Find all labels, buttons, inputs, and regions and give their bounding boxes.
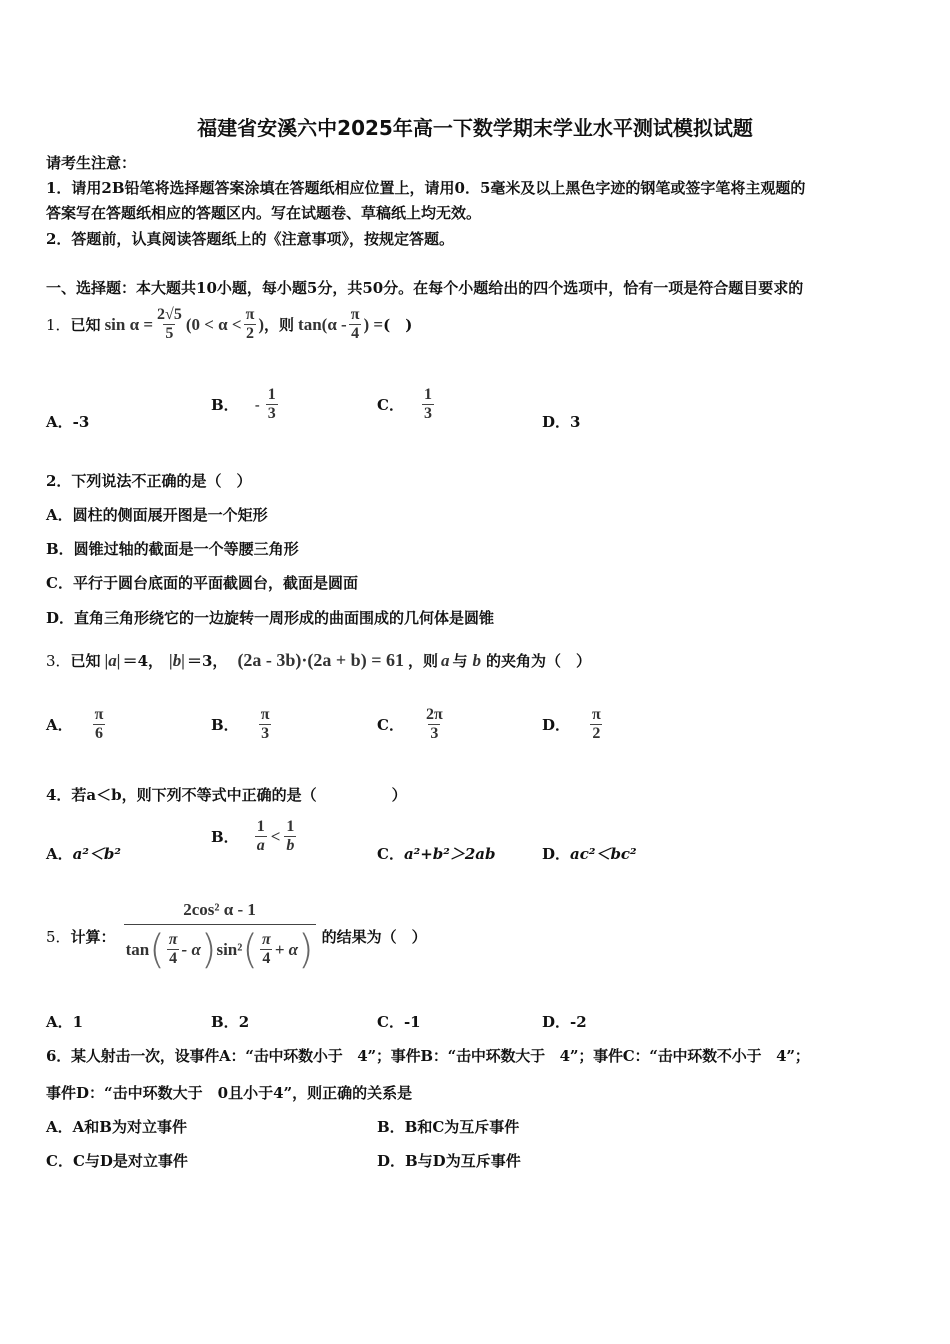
q3-option-d[interactable]: D． $\frac{\pi}{2}$ bbox=[542, 706, 601, 743]
q6-stem-line1: 6．某人射击一次，设事件A：“击中环数小于 4”；事件B：“击中环数大于 4”；事件C：“击中环数不小于 4”； bbox=[46, 1047, 810, 1065]
question-5 bbox=[46, 900, 427, 973]
page-title: 福建省安溪六中2025年高一下数学期末学业水平测试模拟试题 bbox=[197, 116, 753, 140]
q3-option-c[interactable]: C． $\frac{2\pi}{3}$ bbox=[377, 706, 443, 743]
q5-fraction: 2cos² α - 1 tan ( $\frac{\pi}{4}$ - α ) sin² ( $\frac{\pi}{4}$ + α ) bbox=[125, 900, 314, 973]
q1-condition: (0 < α < bbox=[185, 314, 242, 334]
q4-option-a[interactable]: A．a²＜b² bbox=[46, 845, 121, 863]
q3-post1: ，则 bbox=[407, 652, 438, 670]
q6-option-c[interactable]: C．C与D是对立事件 bbox=[46, 1152, 188, 1170]
q1-mid: ，则 bbox=[264, 316, 295, 335]
q5-option-d[interactable]: D．-2 bbox=[542, 1013, 587, 1031]
q3-var-b: b bbox=[472, 650, 481, 670]
question-1 bbox=[46, 306, 412, 344]
question-3 bbox=[46, 650, 591, 671]
q5-post: 的结果为（ ） bbox=[321, 927, 427, 946]
q1-option-b[interactable]: B． - $\frac{1}{3}$ bbox=[211, 386, 276, 423]
q3-abs-a: |a| bbox=[104, 650, 121, 670]
q1-fraction: $\frac{2√5}{5}$ bbox=[157, 306, 182, 343]
q1-paren: ( ) bbox=[383, 316, 413, 335]
q3-expression: (2a - 3b)·(2a + b) = 61 bbox=[237, 650, 404, 670]
q4-stem: 4．若a＜b，则下列不等式中正确的是（ ） bbox=[46, 786, 407, 804]
notice-line1a: 1．请用2B铅笔将选择题答案涂填在答题纸相应位置上，请用0．5毫米及以上黑色字迹的钢笔或签字笔将主观题的 bbox=[46, 179, 806, 197]
q3-number: 3． bbox=[46, 652, 71, 670]
q6-stem-line2: 事件D：“击中环数大于 0且小于4”，则正确的关系是 bbox=[46, 1084, 413, 1102]
q1-option-a[interactable]: A．-3 bbox=[46, 413, 90, 431]
q6-option-b[interactable]: B．B和C为互斥事件 bbox=[377, 1118, 520, 1136]
q3-post3: 的夹角为（ ） bbox=[485, 652, 591, 670]
q5-option-a[interactable]: A．1 bbox=[46, 1013, 84, 1031]
q3-eq4: ＝4， bbox=[122, 652, 163, 670]
section-heading: 一、选择题：本大题共10小题，每小题5分，共50分。在每个小题给出的四个选项中，恰有一项是符合题目要求的 bbox=[46, 279, 804, 297]
q2-option-b[interactable]: B．圆锥过轴的截面是一个等腰三角形 bbox=[46, 540, 299, 558]
q3-var-a: a bbox=[440, 650, 450, 670]
q1-cond-close: ) bbox=[258, 314, 265, 334]
q3-post2: 与 bbox=[452, 652, 468, 670]
q1-sin: sin α = bbox=[104, 314, 154, 334]
q3-option-b[interactable]: B． $\frac{\pi}{3}$ bbox=[211, 706, 270, 743]
q4-option-c[interactable]: C．a²+b²＞2ab bbox=[377, 845, 496, 863]
q2-option-c[interactable]: C．平行于圆台底面的平面截圆台，截面是圆面 bbox=[46, 574, 358, 592]
q5-number: 5． bbox=[46, 927, 71, 946]
q1-pre: 已知 bbox=[70, 316, 101, 335]
q4-option-d[interactable]: D．ac²＜bc² bbox=[542, 845, 637, 863]
q5-option-c[interactable]: C．-1 bbox=[377, 1013, 421, 1031]
q6-option-a[interactable]: A．A和B为对立事件 bbox=[46, 1118, 187, 1136]
q1-option-d[interactable]: D．3 bbox=[542, 413, 581, 431]
q5-pre: 计算： bbox=[70, 927, 116, 946]
q4-option-b[interactable]: B． $\frac{1}{a}$ < $\frac{1}{b}$ bbox=[211, 818, 295, 855]
q3-option-a[interactable]: A． $\frac{\pi}{6}$ bbox=[46, 706, 104, 743]
notice-heading: 请考生注意： bbox=[46, 154, 137, 172]
q5-option-b[interactable]: B．2 bbox=[211, 1013, 250, 1031]
q1-option-c[interactable]: C． $\frac{1}{3}$ bbox=[377, 386, 432, 423]
q1-tan: tan(α - bbox=[298, 314, 347, 334]
q6-option-d[interactable]: D．B与D为互斥事件 bbox=[377, 1152, 521, 1170]
q1-tan-fraction: $\frac{\pi}{4}$ bbox=[350, 306, 360, 343]
q2-stem: 2．下列说法不正确的是（ ） bbox=[46, 472, 252, 490]
q1-cond-fraction: $\frac{\pi}{2}$ bbox=[245, 306, 255, 343]
q1-number: 1． bbox=[46, 316, 71, 335]
notice-line2: 2．答题前，认真阅读答题纸上的《注意事项》，按规定答题。 bbox=[46, 230, 454, 248]
q3-abs-b: |b| bbox=[169, 650, 185, 670]
notice-line1b: 答案写在答题纸相应的答题区内。写在试题卷、草稿纸上均无效。 bbox=[46, 204, 482, 222]
q2-option-a[interactable]: A．圆柱的侧面展开图是一个矩形 bbox=[46, 506, 268, 524]
q2-option-d[interactable]: D．直角三角形绕它的一边旋转一周形成的曲面围成的几何体是圆锥 bbox=[46, 609, 495, 627]
q3-eq3: ＝3， bbox=[187, 652, 228, 670]
q1-tan-close: ) = bbox=[363, 314, 384, 334]
q3-pre: 已知 bbox=[70, 652, 101, 670]
